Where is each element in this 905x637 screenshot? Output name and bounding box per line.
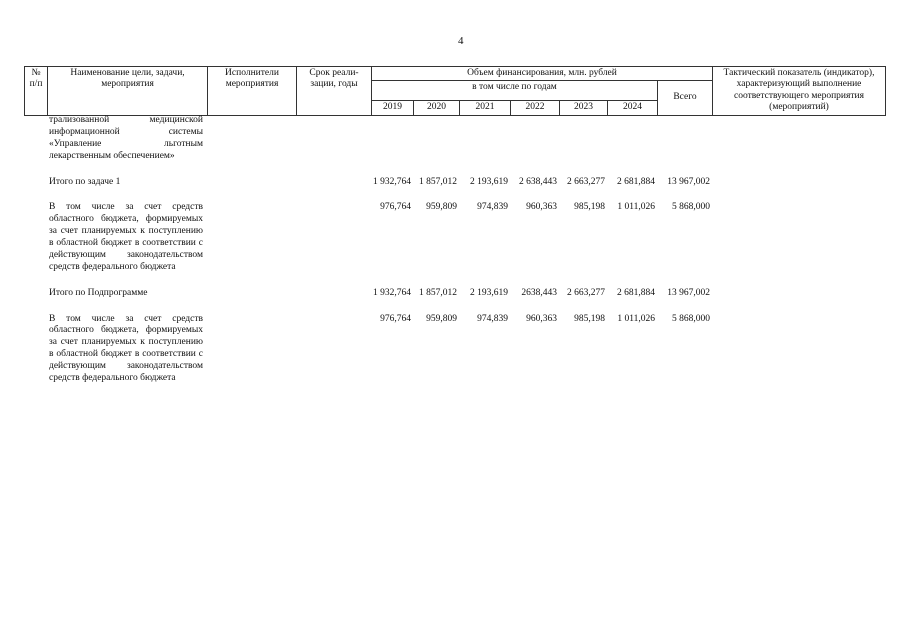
row-value: 1 011,026: [617, 313, 655, 324]
table-row: [24, 287, 885, 301]
row-value: 2 193,619: [470, 287, 508, 298]
row-value: [371, 114, 413, 164]
row-value: 976,764: [380, 313, 411, 324]
row-value: 1 932,764: [373, 287, 411, 298]
row-value: 1 857,012: [419, 176, 457, 187]
table-header: [24, 66, 886, 116]
row-total: 5 868,000: [672, 313, 710, 324]
row-name: В том числе за счет средств областного бюджета, формируемых за счет планируемых к поступлению в областной бюджет в соответствии с действующим законодательством средств федерального бюджета: [49, 202, 203, 272]
row-value: 2638,443: [521, 287, 557, 298]
row-value: [559, 114, 607, 164]
row-value: 2 638,443: [519, 176, 557, 187]
header-col-by-years: в том числе по годам: [372, 81, 658, 101]
row-value: 2 663,277: [567, 176, 605, 187]
header-year: 2022: [511, 101, 560, 115]
row-value: 1 932,764: [373, 176, 411, 187]
row-value: 2 193,619: [470, 176, 508, 187]
table-body: [24, 114, 885, 386]
row-name: трализованной медицинской информационной системы «Управление льготным лекарственным обеспечением»: [49, 115, 203, 161]
header-col-indicator: Тактический показатель (индикатор), характеризующий выполнение соответствующего мероприятия (мероприятий): [713, 67, 886, 116]
table-row: [24, 201, 885, 274]
header-col-name: Наименование цели, задачи, мероприятия: [48, 67, 208, 116]
row-value: [459, 114, 510, 164]
page-number: 4: [458, 35, 464, 47]
table-row: [24, 176, 885, 190]
row-value: 974,839: [477, 313, 508, 324]
row-total: 5 868,000: [672, 202, 710, 213]
row-value: 2 681,884: [617, 287, 655, 298]
header-col-number: № п/п: [25, 67, 48, 116]
row-value: 2 663,277: [567, 287, 605, 298]
header-year: 2019: [372, 101, 414, 115]
row-value: 976,764: [380, 202, 411, 213]
row-total: [657, 114, 712, 164]
row-value: 2 681,884: [617, 176, 655, 187]
table-row: [24, 313, 885, 386]
row-name: Итого по Подпрограмме: [49, 287, 148, 298]
row-value: 974,839: [477, 202, 508, 213]
row-value: [510, 114, 559, 164]
row-value: 960,363: [526, 202, 557, 213]
header-year: 2023: [560, 101, 608, 115]
row-value: [413, 114, 459, 164]
row-value: 959,809: [426, 202, 457, 213]
header-col-term: Срок реали-зации, годы: [297, 67, 372, 116]
row-name: Итого по задаче 1: [49, 176, 121, 187]
header-year: 2020: [414, 101, 460, 115]
row-value: 985,198: [574, 202, 605, 213]
row-value: 1 857,012: [419, 287, 457, 298]
row-total: 13 967,002: [667, 287, 710, 298]
row-value: 1 011,026: [617, 202, 655, 213]
table-row: [24, 114, 885, 164]
header-col-volume: Объем финансирования, млн. рублей: [372, 67, 713, 81]
row-name: В том числе за счет средств областного бюджета, формируемых за счет планируемых к поступлению в областной бюджет в соответствии с действующим законодательством средств федерального бюджета: [49, 313, 203, 383]
row-value: 959,809: [426, 313, 457, 324]
row-value: 985,198: [574, 313, 605, 324]
header-year: 2021: [460, 101, 511, 115]
header-col-total: Всего: [658, 81, 713, 115]
row-value: [607, 114, 657, 164]
header-col-executors: Исполнители мероприятия: [208, 67, 297, 116]
row-value: 960,363: [526, 313, 557, 324]
row-total: 13 967,002: [667, 176, 710, 187]
header-year: 2024: [608, 101, 658, 115]
